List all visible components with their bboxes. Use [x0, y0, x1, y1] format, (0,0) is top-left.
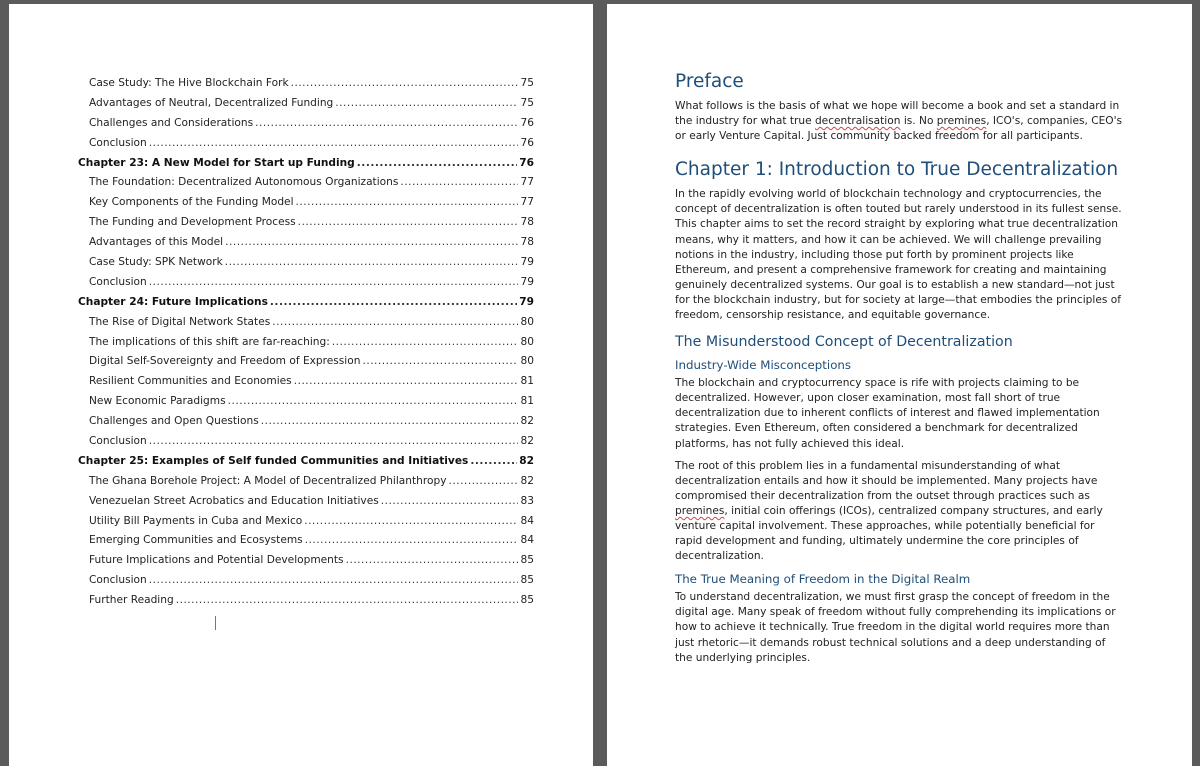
document-body: [675, 70, 1125, 673]
text-cursor: [215, 616, 216, 630]
toc-page-number: 85: [520, 554, 534, 567]
toc-page-number: 82: [520, 415, 534, 428]
toc-entry[interactable]: [78, 551, 534, 571]
toc-entry-title: Conclusion: [89, 136, 147, 149]
toc-entry[interactable]: [78, 531, 534, 551]
toc-page-number: 79: [519, 295, 534, 308]
toc-page-number: 78: [520, 216, 534, 229]
toc-page-number: 78: [520, 236, 534, 249]
spellcheck-word[interactable]: premines: [675, 504, 725, 517]
toc-entry-title: Challenges and Considerations: [89, 116, 254, 129]
toc-entry[interactable]: [78, 492, 534, 512]
toc-leader-dots: [335, 94, 518, 114]
toc-page-number: 77: [520, 196, 534, 209]
text-run: is. No: [900, 115, 937, 128]
toc-page-number: 79: [520, 256, 534, 269]
toc-entry[interactable]: [78, 372, 534, 392]
chapter-1-paragraph: In the rapidly evolving world of blockchain technology and cryptocurrencies, the concept of decentralization is often touted but rarely understood in its fullest sense. This chapter aims to set the record straight by exploring what true decentralization means, why it matters, and how it can be achieved. We will challenge prevailing notions in the industry, including those put forth by prominent projects like Ethereum, and present a comprehensive framework for creating and maintaining genuinely decentralized systems. Our goal is to establish a new standard—not just for the blockchain industry, but for society at large—that embodies the principles of freedom, censorship resistance, and equitable governance.: [675, 188, 1122, 322]
right-page: [607, 4, 1192, 766]
toc-page-number: 80: [520, 335, 534, 348]
toc-entry-title: Utility Bill Payments in Cuba and Mexico: [89, 514, 303, 527]
subsection-heading: The True Meaning of Freedom in the Digital Realm: [675, 572, 971, 587]
toc-entry[interactable]: [78, 512, 534, 532]
toc-leader-dots: [332, 333, 518, 353]
text-run: , initial coin offerings (ICOs), centralized company structures, and early venture capital involvement. These approaches, while potentially beneficial for rapid development and funding, ultimately undermine the core principles of decentralization.: [675, 504, 1103, 563]
toc-leader-dots: [149, 273, 518, 293]
body-paragraph: The blockchain and cryptocurrency space is rife with projects claiming to be decentralized. However, upon closer examination, most fall short of true decentralization due to inherent conflicts of interest and flawed implementation strategies. Even Ethereum, often considered a benchmark for decentralized platforms, has not fully achieved this ideal.: [675, 377, 1100, 450]
text-run: What follows is the basis of what we hope will become a book and set a standard in the industry for what true: [675, 100, 1120, 128]
toc-leader-dots: [255, 114, 518, 134]
toc-leader-dots: [272, 313, 518, 333]
preface-heading: Preface: [675, 71, 744, 92]
toc-leader-dots: [381, 492, 518, 512]
toc-page-number: 77: [520, 176, 534, 189]
toc-page-number: 84: [520, 534, 534, 547]
toc-page-number: 79: [520, 275, 534, 288]
toc-chapter-entry[interactable]: [78, 293, 534, 313]
toc-page-number: 75: [520, 96, 534, 109]
toc-entry[interactable]: [78, 114, 534, 134]
toc-entry-title: Emerging Communities and Ecosystems: [89, 534, 303, 547]
toc-leader-dots: [270, 293, 517, 313]
toc-entry[interactable]: [78, 313, 534, 333]
toc-entry-title: Case Study: The Hive Blockchain Fork: [89, 77, 289, 89]
toc-page-number: 80: [520, 315, 534, 328]
toc-leader-dots: [291, 74, 518, 94]
toc-leader-dots: [346, 551, 518, 571]
toc-leader-dots: [225, 233, 518, 253]
toc-entry[interactable]: [78, 173, 534, 193]
toc-entry-title: The Funding and Development Process: [89, 216, 296, 229]
toc-page-number: 76: [520, 116, 534, 129]
toc-entry[interactable]: [78, 74, 534, 94]
body-paragraph: [675, 459, 1125, 565]
toc-leader-dots: [305, 531, 518, 551]
toc-entry-title: The implications of this shift are far-reaching:: [89, 335, 330, 348]
toc-leader-dots: [149, 432, 518, 452]
toc-leader-dots: [304, 512, 518, 532]
toc-leader-dots: [149, 571, 518, 591]
toc-entry-title: Chapter 25: Examples of Self funded Communities and Initiatives: [78, 454, 469, 467]
toc-leader-dots: [470, 452, 517, 472]
toc-page-number: 84: [520, 514, 534, 527]
text-run: The root of this problem lies in a fundamental misunderstanding of what decentralization entails and how it should be implemented. Many projects have compromised their decentralization from the outset through practices such as: [675, 459, 1098, 502]
spellcheck-word[interactable]: decentralisation: [814, 115, 901, 128]
toc-leader-dots: [261, 412, 518, 432]
left-page: [9, 4, 593, 766]
toc-page-number: 81: [520, 375, 534, 388]
toc-entry-title: Resilient Communities and Economies: [89, 375, 292, 388]
toc-entry-title: Advantages of Neutral, Decentralized Funding: [89, 96, 334, 109]
toc-entry-title: Case Study: SPK Network: [89, 256, 223, 269]
chapter-1-heading: Chapter 1: Introduction to True Decentralization: [675, 159, 1119, 181]
toc-entry[interactable]: [78, 392, 534, 412]
toc-leader-dots: [296, 193, 518, 213]
toc-entry-title: Chapter 23: A New Model for Start up Funding: [78, 156, 355, 169]
toc-entry-title: Conclusion: [89, 435, 147, 448]
subsection-heading: Industry-Wide Misconceptions: [675, 358, 852, 373]
toc-entry-title: The Foundation: Decentralized Autonomous Organizations: [89, 176, 399, 189]
toc-page-number: 85: [520, 574, 534, 587]
toc-entry-title: The Ghana Borehole Project: A Model of Decentralized Philanthropy: [89, 474, 447, 487]
toc-entry-title: Conclusion: [89, 574, 147, 587]
toc-entry-title: Chapter 24: Future Implications: [78, 295, 268, 308]
toc-page-number: 75: [520, 77, 534, 89]
toc-chapter-entry[interactable]: [78, 452, 534, 472]
toc-leader-dots: [294, 372, 518, 392]
section-heading: The Misunderstood Concept of Decentralization: [675, 334, 1013, 351]
toc-leader-dots: [149, 134, 518, 154]
toc-entry-title: Digital Self-Sovereignty and Freedom of Expression: [89, 355, 361, 368]
toc-entry[interactable]: [78, 432, 534, 452]
toc-entry[interactable]: [78, 333, 534, 353]
toc-leader-dots: [176, 591, 518, 611]
toc-page-number: 82: [520, 474, 534, 487]
toc-page-number: 80: [520, 355, 534, 368]
toc-page-number: 76: [520, 136, 534, 149]
toc-page-number: 85: [520, 594, 534, 607]
toc-page-number: 82: [520, 435, 534, 448]
toc-chapter-entry[interactable]: [78, 154, 534, 174]
toc-entry[interactable]: [78, 193, 534, 213]
toc-page-number: 82: [519, 454, 534, 467]
toc-entry-title: Venezuelan Street Acrobatics and Education Initiatives: [89, 494, 379, 507]
toc-entry[interactable]: [78, 412, 534, 432]
toc-entry-title: New Economic Paradigms: [89, 395, 226, 408]
spellcheck-word[interactable]: premines: [936, 115, 987, 128]
table-of-contents: [78, 74, 534, 611]
toc-entry-title: Conclusion: [89, 275, 147, 288]
toc-entry[interactable]: [78, 273, 534, 293]
preface-paragraph: [675, 99, 1125, 144]
toc-entry-title: Further Reading: [89, 594, 174, 607]
toc-leader-dots: [357, 154, 517, 174]
toc-entry[interactable]: [78, 94, 534, 114]
toc-leader-dots: [448, 472, 518, 492]
toc-leader-dots: [362, 352, 518, 372]
toc-entry[interactable]: [78, 591, 534, 611]
toc-entry[interactable]: [78, 253, 534, 273]
toc-entry[interactable]: [78, 233, 534, 253]
toc-leader-dots: [298, 213, 518, 233]
text-run: , ICO's, companies, CEO's or early Venture Capital. Just community backed freedom for all participants.: [675, 115, 1123, 143]
toc-entry-title: Key Components of the Funding Model: [89, 196, 294, 209]
toc-page-number: 83: [520, 494, 534, 507]
body-paragraph: To understand decentralization, we must first grasp the concept of freedom in the digital age. Many speak of freedom without fully comprehending its implications or how to achieve it technically. True freedom in the digital world requires more than just rhetoric—it demands robust technical solutions and a deep understanding of the underlying principles.: [675, 591, 1116, 664]
toc-entry[interactable]: [78, 134, 534, 154]
toc-leader-dots: [400, 173, 518, 193]
toc-entry[interactable]: [78, 213, 534, 233]
toc-entry-title: Advantages of this Model: [89, 236, 224, 249]
toc-leader-dots: [228, 392, 518, 412]
toc-entry[interactable]: [78, 352, 534, 372]
toc-entry-title: Challenges and Open Questions: [89, 415, 259, 428]
toc-entry[interactable]: [78, 472, 534, 492]
toc-leader-dots: [225, 253, 518, 273]
toc-entry-title: Future Implications and Potential Developments: [89, 554, 344, 567]
toc-page-number: 81: [520, 395, 534, 408]
toc-page-number: 76: [519, 156, 534, 169]
toc-entry[interactable]: [78, 571, 534, 591]
toc-entry-title: The Rise of Digital Network States: [89, 315, 271, 328]
